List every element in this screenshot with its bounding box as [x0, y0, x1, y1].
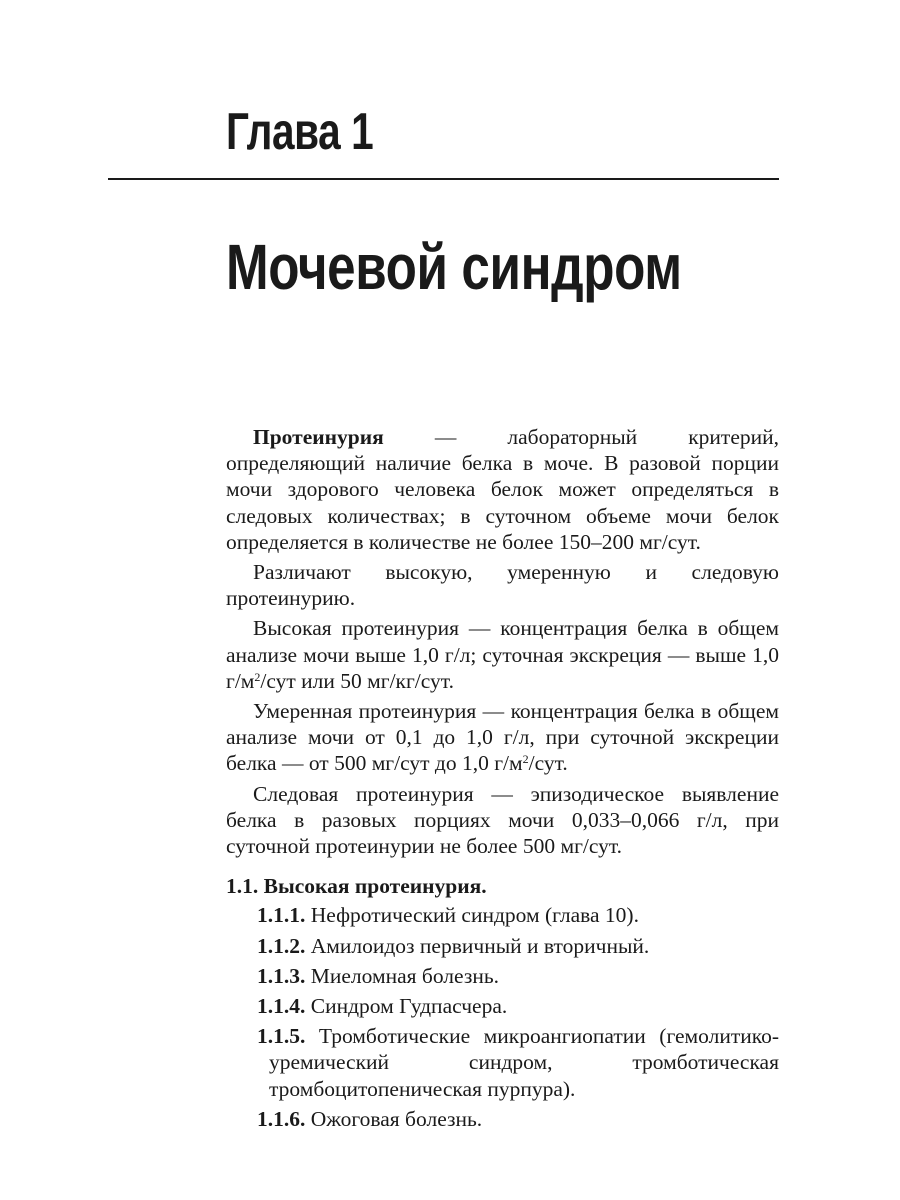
- list-item: [226, 1106, 779, 1132]
- paragraph-types: Различают высокую, умеренную и следовую протеинурию.: [226, 560, 779, 611]
- list-item: [226, 933, 779, 959]
- high-text-end: /сут или 50 мг/кг/сут.: [260, 668, 454, 693]
- superscript: 2: [254, 669, 261, 684]
- paragraph-moderate: [226, 698, 779, 777]
- high-text: Высокая протеинурия — концентрация белка в общем анализе мочи выше 1,0 г/л; суточная экскреция — выше 1,0 г/м: [226, 616, 779, 693]
- list-item: [226, 1023, 779, 1102]
- list-text: Синдром Гудпасчера.: [305, 994, 508, 1019]
- list-text: Нефротический синдром (глава 10).: [305, 903, 639, 928]
- chapter-title: Мочевой синдром: [226, 231, 682, 303]
- list-number: 1.1.3.: [257, 963, 306, 988]
- chapter-divider: [108, 178, 779, 180]
- list-number: 1.1.5.: [257, 1024, 306, 1049]
- list-item: [226, 963, 779, 989]
- list-number: 1.1.6.: [257, 1106, 306, 1131]
- section-heading: 1.1. Высокая протеинурия.: [226, 874, 487, 899]
- definition-text: — лабораторный критерий, определяющий наличие белка в моче. В разовой порции мочи здорового человека белок может определяться в следовых количествах; в суточном объеме мочи белок определяется в количестве не более 150–200 мг/сут.: [226, 425, 779, 554]
- cause-list: [226, 902, 779, 1132]
- list-item: [226, 902, 779, 928]
- term-proteinuria: Протеинурия: [253, 425, 384, 449]
- list-item: [226, 993, 779, 1019]
- chapter-label: Глава 1: [226, 103, 374, 161]
- list-text: Ожоговая болезнь.: [305, 1106, 483, 1131]
- paragraph-trace: Следовая протеинурия — эпизодическое выявление белка в разовых порциях мочи 0,033–0,066 г/л, при суточной протеинурии не более 500 мг/сут.: [226, 781, 779, 859]
- list-text: Амилоидоз первичный и вторичный.: [305, 933, 650, 958]
- paragraph-high: [226, 615, 779, 694]
- list-number: 1.1.1.: [257, 903, 306, 928]
- list-text: Тромботические микроангиопатии (гемолитико-уремический синдром, тромботическая тромбоцитопеническая пурпура).: [269, 1024, 779, 1101]
- moderate-text: Умеренная протеинурия — концентрация белка в общем анализе мочи от 0,1 до 1,0 г/л, при суточной экскреции белка — от 500 мг/сут до 1,0 г/м: [226, 699, 779, 776]
- list-text: Миеломная болезнь.: [305, 963, 500, 988]
- list-number: 1.1.2.: [257, 933, 306, 958]
- superscript: 2: [522, 752, 529, 767]
- list-number: 1.1.4.: [257, 994, 306, 1019]
- moderate-text-end: /сут.: [528, 751, 568, 776]
- body-text: [226, 424, 779, 1136]
- paragraph-definition: [226, 424, 779, 555]
